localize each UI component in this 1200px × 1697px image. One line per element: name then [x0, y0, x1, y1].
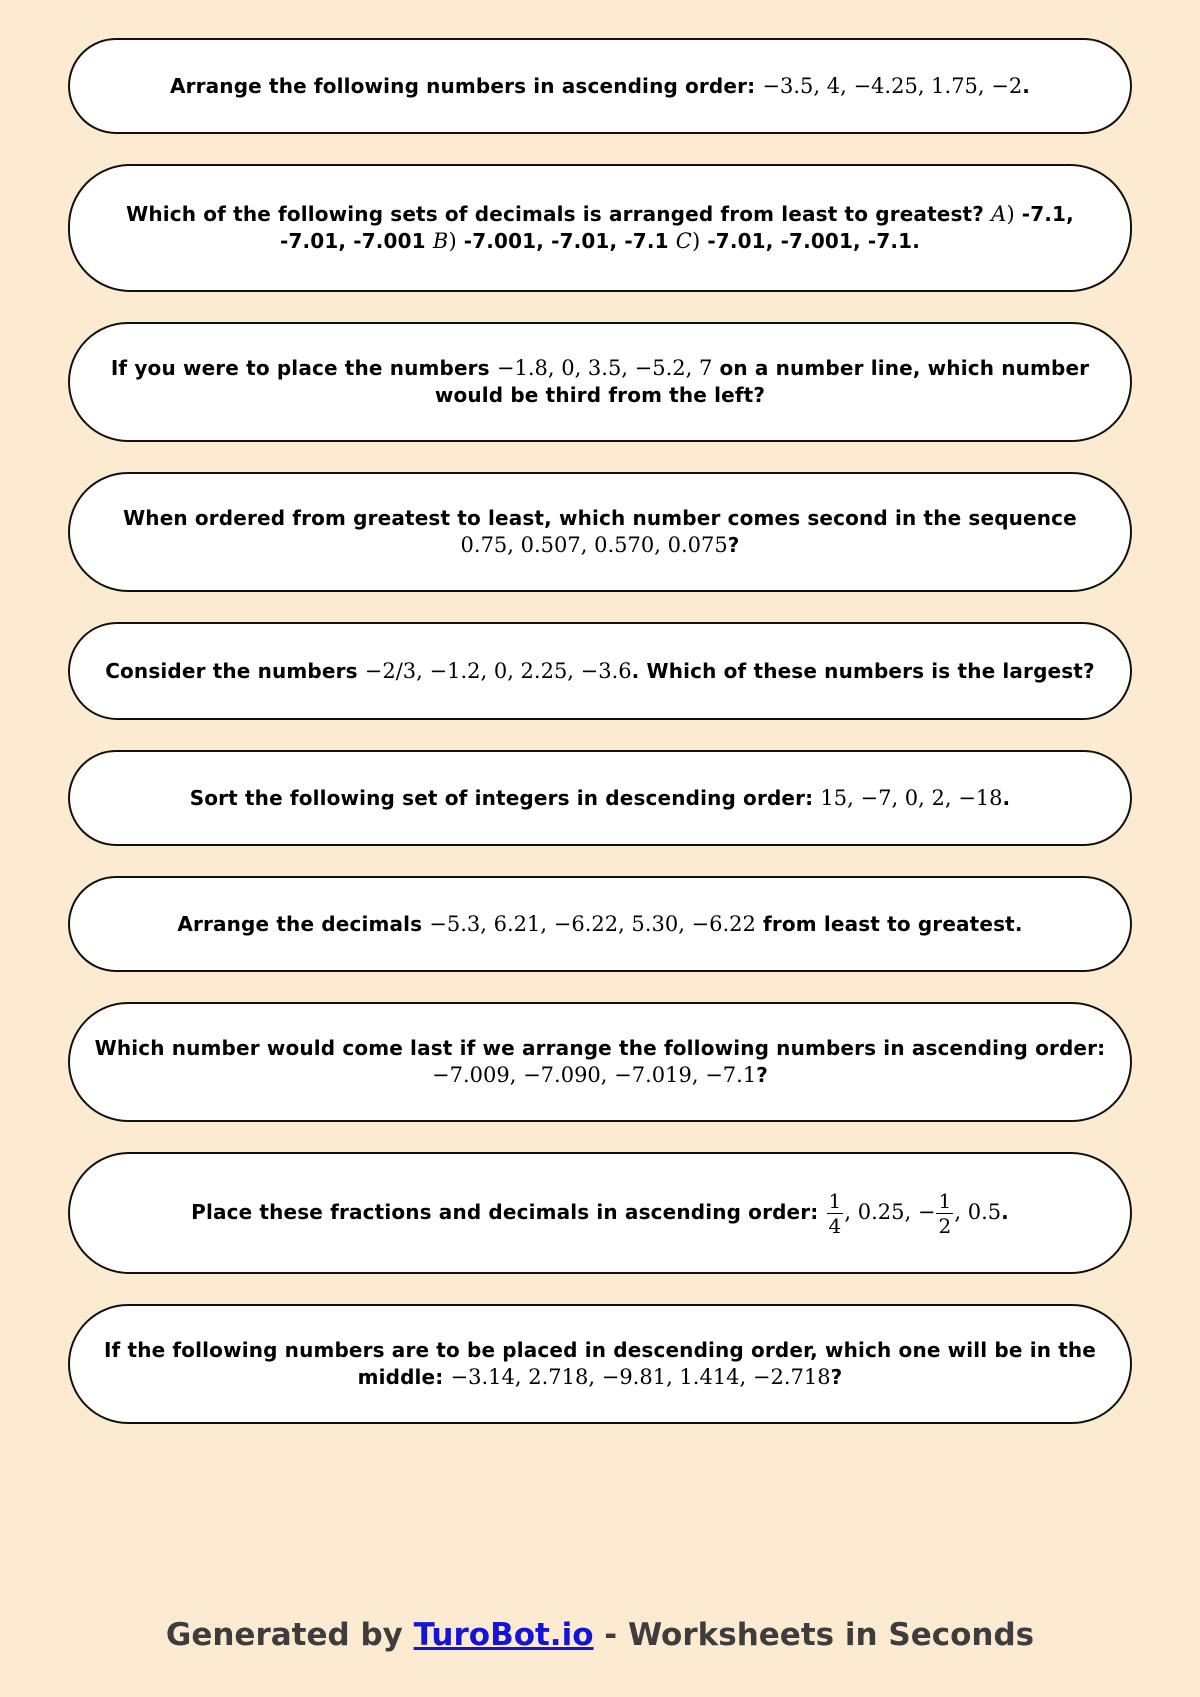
question-text-run: If you were to place the numbers [110, 356, 497, 380]
question-text-run: . [1002, 785, 1011, 810]
math-expression: −7.009, −7.090, −7.019, −7.1 [432, 1063, 757, 1087]
question-text-run: When ordered from greatest to least, which number comes second in the sequence [123, 506, 1077, 530]
question-text [94, 1035, 1106, 1089]
question-text [191, 1189, 1009, 1238]
question-text-run: ? [727, 533, 740, 557]
fraction-numerator: 1 [828, 1188, 842, 1213]
question-text [94, 201, 1106, 255]
question-text-run: on a number line, which number would be third from the left? [434, 356, 1090, 407]
question-text-run: Sort the following set of integers in descending order: [189, 785, 821, 810]
math-variable: B [432, 229, 449, 253]
question-text-run: . [1001, 1199, 1009, 1224]
math-variable: A [991, 202, 1007, 226]
fraction-denominator: 4 [828, 1213, 842, 1238]
question-text [177, 911, 1022, 938]
question-text-run: from least to greatest. [755, 911, 1023, 936]
question-text-run: Which of the following sets of decimals is arranged from least to greatest? [126, 202, 992, 226]
fraction [827, 1189, 844, 1238]
question-card [68, 38, 1132, 134]
question-text [105, 658, 1095, 685]
question-text-run: ? [830, 1365, 843, 1389]
question-text-run: . Which of these numbers is the largest? [631, 658, 1095, 683]
question-text [94, 505, 1106, 559]
question-text-run: -7.1, -7.01, -7.001 [280, 202, 1074, 253]
question-card [68, 1002, 1132, 1122]
question-text-run: -7.001, -7.01, -7.1 [456, 229, 676, 253]
turobot-link[interactable]: TuroBot.io [413, 1617, 594, 1653]
question-card [68, 472, 1132, 592]
math-expression: , 0.5 [954, 1199, 1002, 1224]
question-card [68, 1304, 1132, 1424]
math-expression: ) [1006, 202, 1015, 226]
math-expression: ) [448, 229, 457, 253]
math-expression: ) [692, 229, 701, 253]
math-expression: −5.3, 6.21, −6.22, 5.30, −6.22 [429, 911, 756, 936]
question-text-run: Which number would come last if we arrange the following numbers in ascending order: [94, 1036, 1106, 1060]
math-expression: 15, −7, 0, 2, −18 [820, 785, 1003, 810]
math-expression: −3.5, 4, −4.25, 1.75, −2 [762, 73, 1023, 98]
question-text-run: . [1022, 73, 1030, 98]
footer-credit [0, 1617, 1200, 1653]
question-text-run: -7.01, -7.001, -7.1. [700, 229, 920, 253]
question-text [94, 1337, 1106, 1391]
question-text-run: Arrange the following numbers in ascending order: [170, 73, 763, 98]
question-text-run: ? [756, 1063, 768, 1087]
question-text [94, 355, 1106, 409]
math-expression: , 0.25, − [844, 1199, 936, 1224]
footer-suffix: - Worksheets in Seconds [593, 1617, 1035, 1653]
question-text-run: Place these fractions and decimals in ascending order: [191, 1199, 826, 1224]
question-card [68, 750, 1132, 846]
question-card [68, 322, 1132, 442]
question-text [190, 785, 1011, 812]
question-text-run: Arrange the decimals [177, 911, 430, 936]
question-card [68, 164, 1132, 292]
math-expression: −1.8, 0, 3.5, −5.2, 7 [496, 356, 713, 380]
fraction [936, 1189, 953, 1238]
footer-prefix: Generated by [165, 1617, 414, 1653]
question-text-run: If the following numbers are to be placed in descending order, which one will be in the middle: [103, 1338, 1097, 1389]
question-text [170, 73, 1030, 100]
math-expression: −2/3, −1.2, 0, 2.25, −3.6 [364, 658, 632, 683]
math-expression: 0.75, 0.507, 0.570, 0.075 [460, 533, 728, 557]
question-list [68, 38, 1132, 1454]
fraction-numerator: 1 [938, 1188, 952, 1213]
question-card [68, 622, 1132, 720]
question-text-run: Consider the numbers [105, 658, 365, 683]
question-card [68, 1152, 1132, 1274]
math-variable: C [675, 229, 692, 253]
math-expression: −3.14, 2.718, −9.81, 1.414, −2.718 [450, 1365, 831, 1389]
question-card [68, 876, 1132, 972]
fraction-denominator: 2 [938, 1213, 952, 1238]
